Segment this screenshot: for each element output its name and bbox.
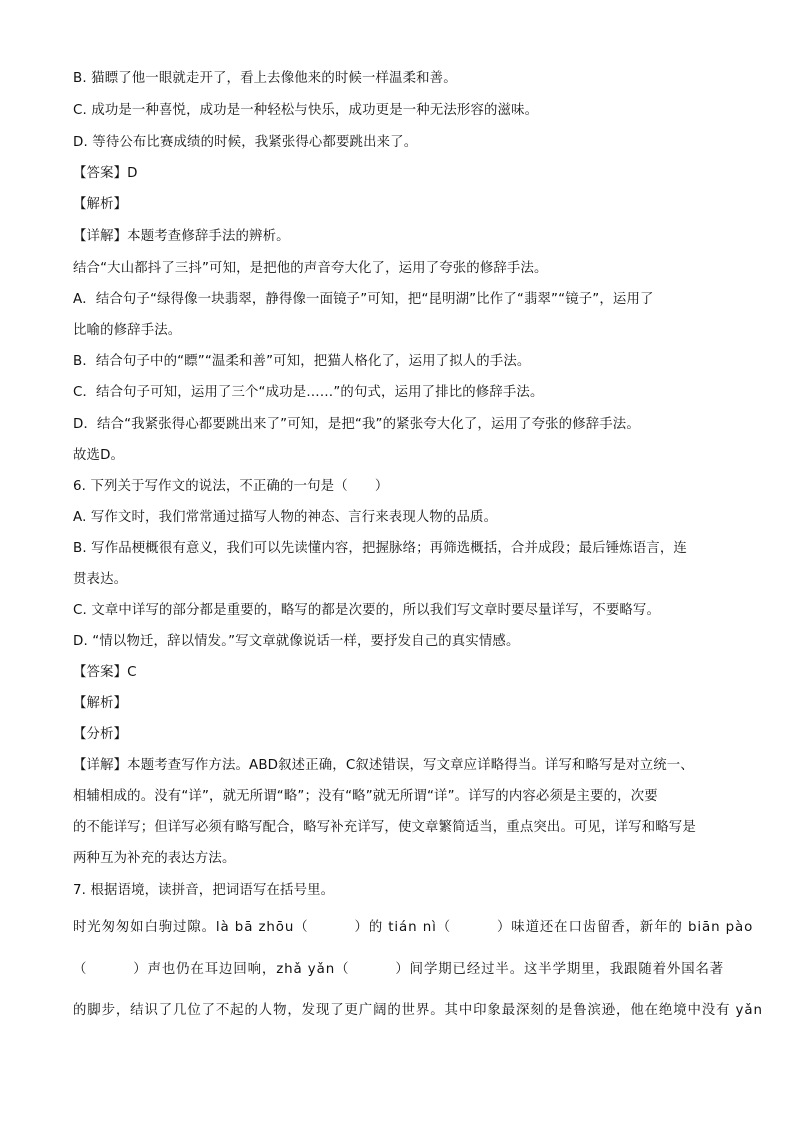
option-c: C. 文章中详写的部分都是重要的，略写的都是次要的，所以我们写文章时要尽量详写，不要略写。 [73, 603, 661, 618]
conclusion-line: 故选D。 [73, 448, 125, 463]
answer-label: 【答案】D [73, 166, 138, 181]
analysis-label: 【解析】 [73, 197, 128, 212]
option-b: B. 猫瞟了他一眼就走开了，看上去像他来的时候一样温柔和善。 [73, 71, 457, 86]
question-7: 7. 根据语境，读拼音，把词语写在括号里。 [73, 883, 335, 898]
explanation-line: 比喻的修辞手法。 [73, 323, 182, 338]
option-a: A. 写作文时，我们常常通过描写人物的神态、言行来表现人物的品质。 [73, 510, 498, 525]
detail-line: 相辅相成的。没有“详”，就无所谓“略”；没有“略”就无所谓“详”。详写的内容必须是主要的，次要 [73, 789, 658, 804]
passage-line: 的脚步，结识了几位了不起的人物，发现了更广阔的世界。其中印象最深刻的是鲁滨逊，他在绝境中没有 yǎn [73, 1003, 763, 1018]
explanation-line: C．结合句子可知，运用了三个“成功是……”的句式，运用了排比的修辞手法。 [73, 385, 544, 400]
explanation-line: 结合“大山都抖了三抖”可知，是把他的声音夸大化了，运用了夸张的修辞手法。 [73, 261, 548, 276]
detail-label: 【详解】本题考查修辞手法的辨析。 [73, 229, 290, 244]
detail-line: 的不能详写；但详写必须有略写配合，略写补充详写，使文章繁简适当，重点突出。可见，详写和略写是 [73, 820, 696, 835]
option-c: C. 成功是一种喜悦，成功是一种轻松与快乐，成功更是一种无法形容的滋味。 [73, 103, 539, 118]
option-b-cont: 贯表达。 [73, 572, 128, 587]
option-d: D. “情以物迁，辞以情发。”写文章就像说话一样，要抒发自己的真实情感。 [73, 634, 520, 649]
question-6: 6. 下列关于写作文的说法，不正确的一句是（ ） [73, 479, 389, 494]
explanation-line: D．结合“我紧张得心都要跳出来了”可知，是把“我”的紧张夸大化了，运用了夸张的修辞手法。 [73, 417, 640, 432]
explanation-line: B．结合句子中的“瞟”“温柔和善”可知，把猫人格化了，运用了拟人的手法。 [73, 354, 531, 369]
answer-label: 【答案】C [73, 665, 137, 680]
passage-line: 时光匆匆如白驹过隙。là bā zhōu（ ）的 tián nì（ ）味道还在口齿留香，新年的 biān pào [73, 920, 754, 935]
analysis-sub-label: 【分析】 [73, 727, 128, 742]
analysis-label: 【解析】 [73, 696, 128, 711]
explanation-line: A．结合句子“绿得像一块翡翠，静得像一面镜子”可知，把“昆明湖”比作了“翡翠”“镜子”，运用了 [73, 292, 654, 307]
option-d: D. 等待公布比赛成绩的时候，我紧张得心都要跳出来了。 [73, 135, 418, 150]
passage-line: （ ）声也仍在耳边回响，zhǎ yǎn（ ）间学期已经过半。这半学期里，我跟随着外国名著 [73, 962, 725, 977]
option-b: B. 写作品梗概很有意义，我们可以先读懂内容，把握脉络；再筛选概括，合并成段；最后锤炼语言，连 [73, 541, 687, 556]
detail-line: 两种互为补充的表达方法。 [73, 851, 236, 866]
detail-line: 【详解】本题考查写作方法。ABD叙述正确，C叙述错误，写文章应详略得当。详写和略写是对立统一、 [73, 758, 694, 773]
